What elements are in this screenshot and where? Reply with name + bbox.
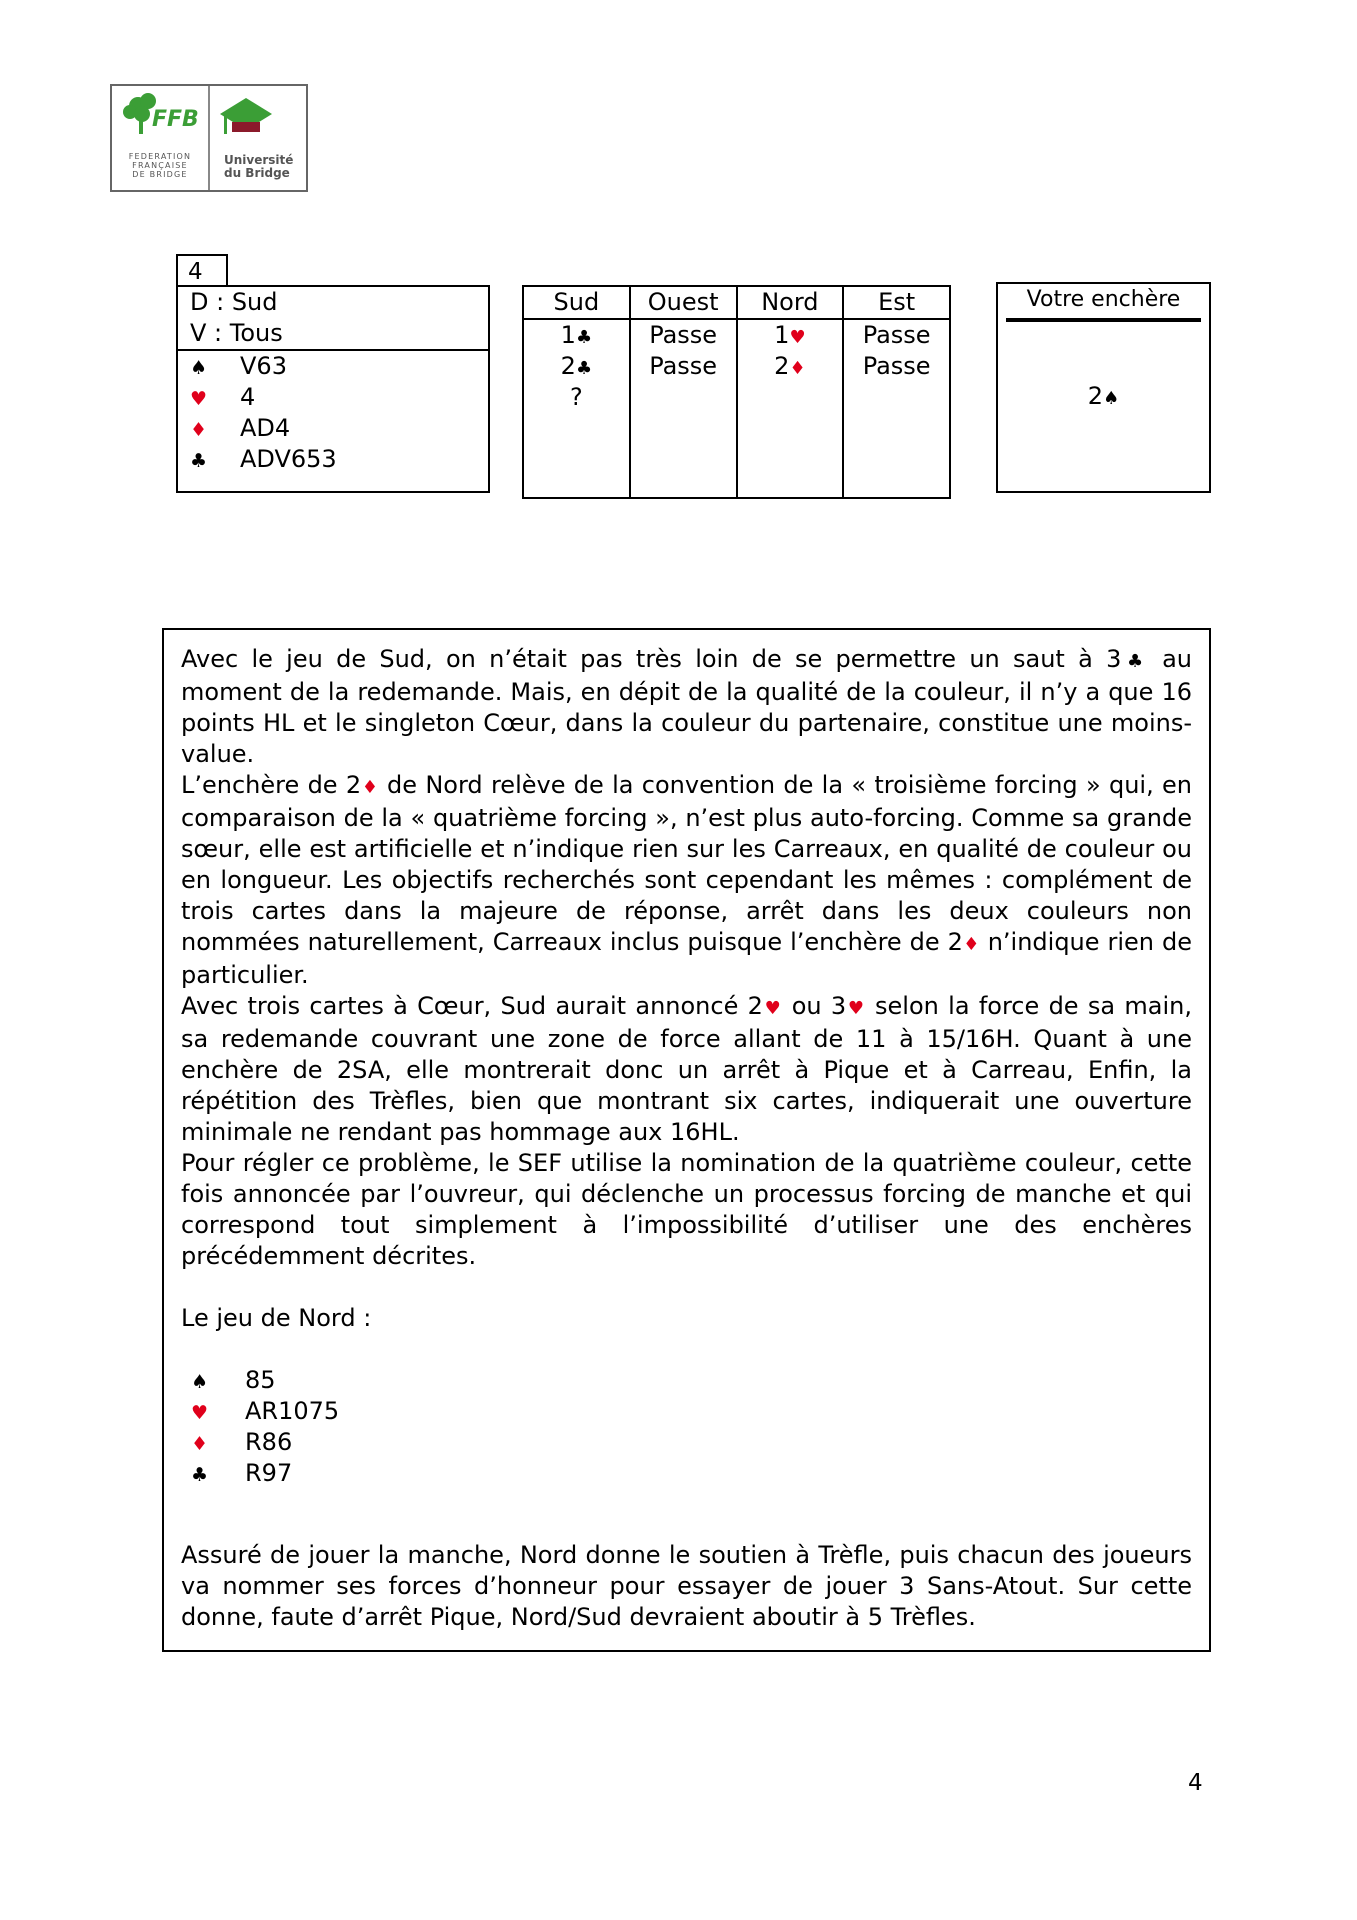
bidding-header: Ouest bbox=[631, 287, 736, 320]
spade-icon: ♠ bbox=[1103, 388, 1120, 409]
bid-question: ? bbox=[570, 383, 583, 411]
heart-icon: ♥ bbox=[190, 388, 208, 410]
your-bid-answer: 2♠ bbox=[1087, 382, 1120, 410]
north-row-hearts: ♥ AR1075 bbox=[181, 1396, 1192, 1427]
diamond-icon: ♦ bbox=[361, 777, 379, 798]
bid: 2♦ bbox=[774, 352, 806, 380]
ffb-logo-text: FEDERATION FRANÇAISE DE BRIDGE bbox=[128, 152, 192, 179]
bidding-header: Sud bbox=[524, 287, 629, 320]
spade-icon: ♠ bbox=[191, 1371, 209, 1393]
hand-row-hearts bbox=[178, 382, 488, 413]
diamond-cards: AD4 bbox=[240, 414, 291, 442]
page-number: 4 bbox=[1188, 1770, 1203, 1796]
club-icon: ♣ bbox=[1121, 651, 1149, 672]
diamond-icon: ♦ bbox=[962, 934, 980, 955]
bid: Passe bbox=[649, 321, 718, 349]
bid: Passe bbox=[862, 321, 931, 349]
heart-cards: 4 bbox=[240, 383, 256, 411]
ffb-logo-left bbox=[112, 86, 210, 190]
club-icon: ♣ bbox=[575, 358, 593, 379]
bidding-column-nord bbox=[738, 287, 845, 497]
hand-row-clubs bbox=[178, 444, 488, 475]
bid: Passe bbox=[649, 352, 718, 380]
spade-icon: ♠ bbox=[190, 357, 208, 379]
deal-box bbox=[176, 285, 490, 493]
hand-row-spades bbox=[178, 351, 488, 382]
bid: Passe bbox=[862, 352, 931, 380]
commentary-paragraph: Avec trois cartes à Cœur, Sud aurait annoncé 2♥ ou 3♥ selon la force de sa main, sa redemande couvrant une zone de force allant de 11 à 15/16H. Quant à une enchère de 2SA, elle montrerait donc un arrêt à Pique et à Carreau, Enfin, la répétition des Trèfles, bien que montrant six cartes, indiquerait une ouverture minimale ne rendant pas hommage aux 16HL. bbox=[181, 992, 1192, 1146]
heart-icon: ♥ bbox=[762, 998, 783, 1019]
club-icon: ♣ bbox=[191, 1464, 209, 1486]
ffb-logo bbox=[110, 84, 308, 192]
universite-logo-text: Université du Bridge bbox=[224, 153, 294, 180]
bidding-column-sud bbox=[524, 287, 631, 497]
north-hand-label: Le jeu de Nord : bbox=[181, 1304, 372, 1332]
commentary-paragraph: Assuré de jouer la manche, Nord donne le soutien à Trèfle, puis chacun des joueurs va nommer ses forces d’honneur pour essayer de jouer 3 Sans-Atout. Sur cette donne, faute d’arrêt Pique, Nord/Sud devraient aboutir à 5 Trèfles. bbox=[181, 1541, 1192, 1631]
north-row-clubs: ♣ R97 bbox=[181, 1458, 1192, 1489]
your-bid-underline bbox=[1006, 318, 1201, 322]
diamond-icon: ♦ bbox=[789, 358, 806, 379]
dealer: D : Sud bbox=[190, 288, 278, 316]
bidding-header: Nord bbox=[738, 287, 843, 320]
your-bid-title: Votre enchère bbox=[1026, 287, 1181, 312]
svg-text:FFB: FFB bbox=[152, 107, 199, 132]
your-bid-box bbox=[996, 282, 1211, 493]
north-hand bbox=[181, 1365, 1192, 1489]
diamond-icon: ♦ bbox=[190, 419, 208, 441]
commentary-paragraph: Pour régler ce problème, le SEF utilise la nomination de la quatrième couleur, cette fois annoncée par l’ouvreur, qui déclenche un processus forcing de manche et qui correspond tout simplement à l’impossibilité d’utiliser une des enchères précédemment décrites. bbox=[181, 1149, 1192, 1270]
commentary-box bbox=[162, 628, 1211, 1652]
commentary-paragraph: Avec le jeu de Sud, on n’était pas très loin de se permettre un saut à 3♣ au moment de la redemande. Mais, en dépit de la qualité de la couleur, il n’y a que 16 points HL et le singleton Cœur, dans la couleur du partenaire, constitue une moins-value. bbox=[181, 645, 1193, 768]
commentary-paragraph: L’enchère de 2♦ de Nord relève de la convention de la « troisième forcing » qui, en comparaison de la « quatrième forcing », n’est plus auto-forcing. Comme sa grande sœur, elle est artificielle et n’indique rien sur les Carreaux, en qualité de couleur ou en longueur. Les objectifs recherchés sont cependant les mêmes : complément de trois cartes dans la majeure de réponse, arrêt dans les deux couleurs non nommées naturellement, Carreaux inclus puisque l’enchère de 2♦ n’indique rien de particulier. bbox=[181, 771, 1193, 989]
diamond-icon: ♦ bbox=[191, 1433, 209, 1455]
hand-row-diamonds bbox=[178, 413, 488, 444]
heart-icon: ♥ bbox=[789, 327, 806, 348]
bid: 1♣ bbox=[560, 321, 593, 349]
heart-icon: ♥ bbox=[191, 1402, 209, 1424]
vulnerability: V : Tous bbox=[190, 319, 283, 347]
heart-icon: ♥ bbox=[846, 998, 866, 1019]
club-icon: ♣ bbox=[575, 327, 593, 348]
bid: 2♣ bbox=[560, 352, 593, 380]
universite-logo bbox=[210, 86, 306, 190]
north-row-diamonds: ♦ R86 bbox=[181, 1427, 1192, 1458]
bid: 1♥ bbox=[774, 321, 806, 349]
deal-number: 4 bbox=[176, 254, 228, 286]
tree-icon bbox=[112, 86, 208, 148]
mortarboard-icon bbox=[210, 86, 306, 148]
bidding-header: Est bbox=[844, 287, 949, 320]
bidding-table bbox=[522, 285, 951, 499]
north-row-spades: ♠ 85 bbox=[181, 1365, 1192, 1396]
club-cards: ADV653 bbox=[240, 445, 337, 473]
spade-cards: V63 bbox=[240, 352, 287, 380]
bidding-column-est bbox=[844, 287, 949, 497]
bidding-column-ouest bbox=[631, 287, 738, 497]
club-icon: ♣ bbox=[190, 450, 208, 472]
